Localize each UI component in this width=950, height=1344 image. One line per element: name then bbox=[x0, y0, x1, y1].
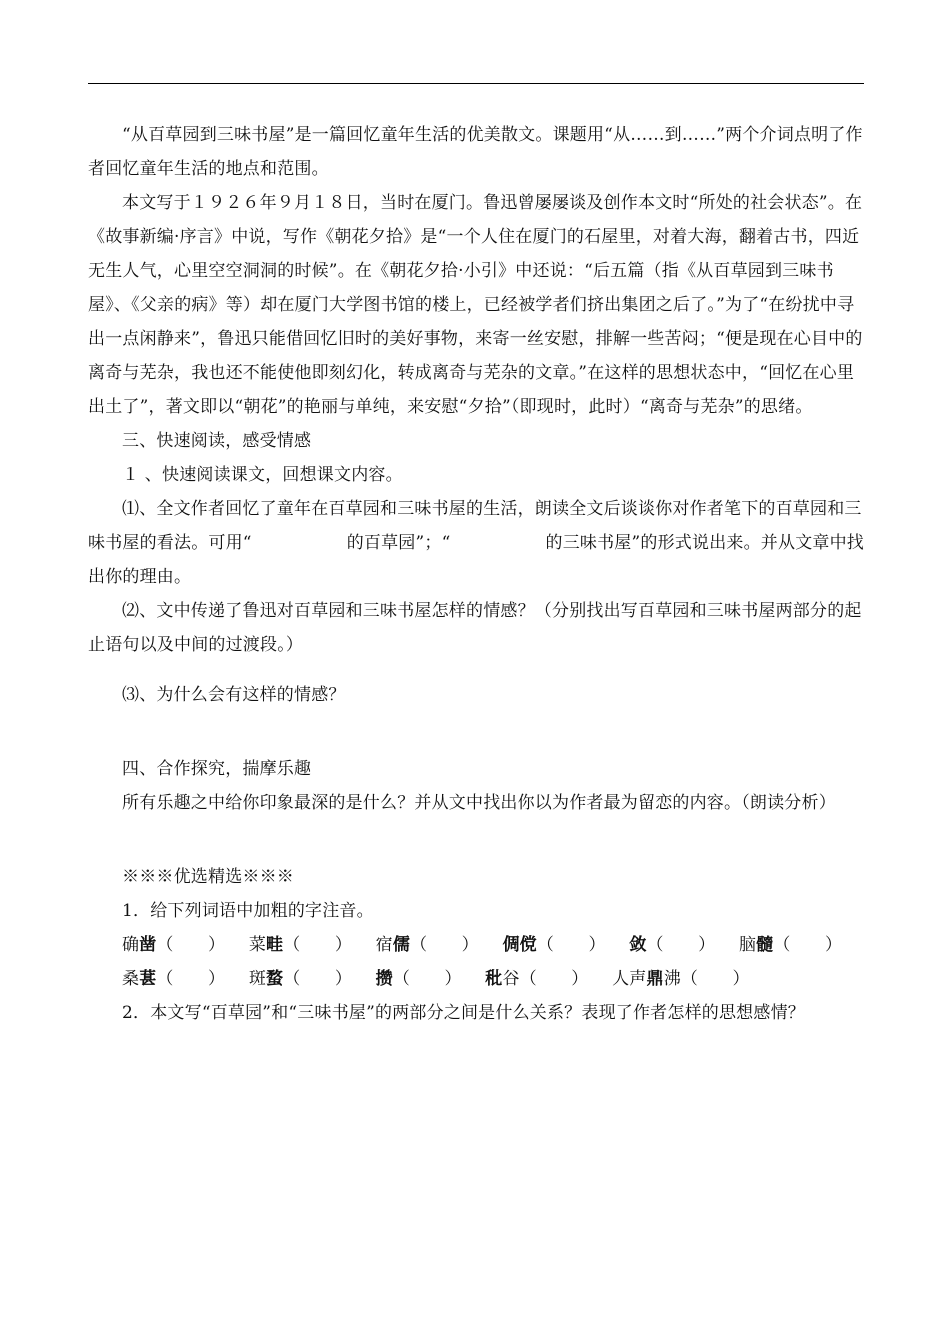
word-item: 秕谷（ ） bbox=[485, 969, 589, 989]
section-heading-4: 四、合作探究，揣摩乐趣 bbox=[122, 759, 312, 779]
document-body bbox=[88, 118, 864, 1030]
word-item: 确凿（ ） bbox=[122, 935, 226, 955]
section-4-paragraph: 所有乐趣之中给你印象最深的是什么？并从文中找出你以为作者最为留恋的内容。（朗读分析） bbox=[122, 793, 836, 813]
question-1-part-b: 的百草园”；“ bbox=[346, 533, 451, 553]
exercise-1: 1．给下列词语中加粗的字注音。 bbox=[122, 901, 374, 921]
intro-paragraph: “从百草园到三味书屋”是一篇回忆童年生活的优美散文。课题用“从……到……”两个介词点明了作者回忆童年生活的地点和范围。 bbox=[88, 125, 863, 179]
selection-title: ※※※优选精选※※※ bbox=[122, 867, 294, 887]
exercise-2: 2．本文写“百草园”和“三味书屋”的两部分之间是什么关系？表现了作者怎样的思想感情？ bbox=[122, 1003, 805, 1023]
word-item: 倜傥（ ） bbox=[502, 935, 606, 955]
section-heading-3: 三、快速阅读，感受情感 bbox=[122, 431, 312, 451]
question-3: ⑶、为什么会有这样的情感？ bbox=[122, 685, 346, 705]
question-1-part-a: ⑴、全文作者回忆了童年在百草园和三味书屋的生活，朗读全文后谈谈你对作者笔下的百草园和三味书屋的看法。可用“ bbox=[88, 499, 862, 553]
word-item: 桑葚（ ） bbox=[122, 969, 226, 989]
background-paragraph: 本文写于１９２６年９月１８日，当时在厦门。鲁迅曾屡屡谈及创作本文时“所处的社会状态”。在《故事新编·序言》中说，写作《朝花夕拾》是“一个人住在厦门的石屋里，对着大海，翻着古书，四近无生人气，心里空空洞洞的时候”。在《朝花夕拾·小引》中还说：“后五篇（指《从百草园到三味书屋》、《父亲的病》等）却在厦门大学图书馆的楼上，已经被学者们挤出集团之后了。”为了“在纷扰中寻出一点闲静来”，鲁迅只能借回忆旧时的美好事物，来寄一丝安慰，排解一些苦闷；“便是现在心目中的离奇与芜杂，我也还不能使他即刻幻化，转成离奇与芜杂的文章。”在这样的思想状态中，“回忆在心里出土了”，著文即以“朝花”的艳丽与单纯，来安慰“夕拾”（即现时，此时）“离奇与芜杂”的思绪。 bbox=[88, 193, 863, 417]
word-item: 宿儒（ ） bbox=[375, 935, 479, 955]
question-1 bbox=[88, 492, 864, 594]
word-item: 斑蝥（ ） bbox=[248, 969, 353, 989]
word-row-2 bbox=[88, 962, 864, 996]
word-row-1 bbox=[88, 928, 864, 962]
header-rule bbox=[88, 83, 864, 84]
word-item: 脑髓（ ） bbox=[738, 935, 843, 955]
task-1: １ 、快速阅读课文，回想课文内容。 bbox=[122, 465, 403, 485]
word-item: 菜畦（ ） bbox=[248, 935, 353, 955]
word-item: 人声鼎沸（ ） bbox=[612, 969, 750, 989]
word-item: 攒（ ） bbox=[375, 969, 462, 989]
question-1-part-c: 的三味书屋”的形式说出来。并从文章中找出你的理由。 bbox=[88, 533, 864, 587]
word-item: 敛（ ） bbox=[629, 935, 716, 955]
question-2: ⑵、文中传递了鲁迅对百草园和三味书屋怎样的情感？（分别找出写百草园和三味书屋两部分的起止语句以及中间的过渡段。） bbox=[88, 601, 862, 655]
